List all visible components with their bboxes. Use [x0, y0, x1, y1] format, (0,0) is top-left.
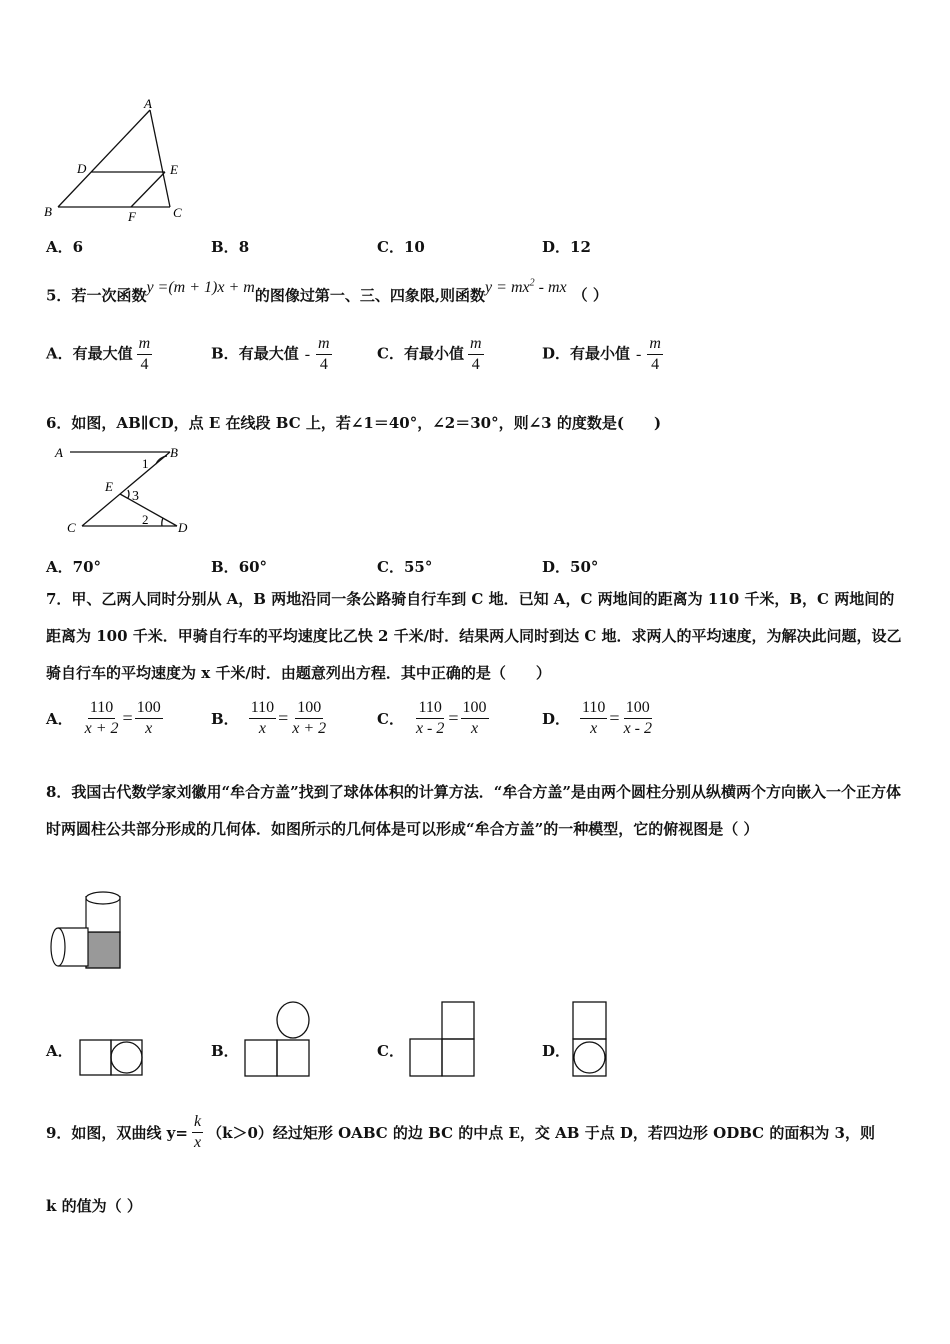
option-letter: B． [211, 1042, 239, 1060]
option-letter: D． [542, 238, 571, 256]
fraction-numerator: 100 [624, 698, 652, 719]
option-letter: D． [542, 710, 571, 728]
fraction-right [135, 698, 163, 739]
q4-option-b[interactable] [211, 236, 249, 257]
equals-sign: = [122, 708, 133, 728]
q5-option-d[interactable] [542, 334, 663, 375]
option-text: 10 [403, 238, 425, 256]
label-D: D [178, 520, 188, 535]
q8-stem: 8．我国古代数学家刘徽用“牟合方盖”找到了球体体积的计算方法．“牟合方盖”是由两个圆柱分别从纵横两个方向嵌入一个正方体时两圆柱公共部分形成的几何体．如图所示的几何体是可以形成“牟合方盖”的一种模型，它的俯视图是（ ） [46, 783, 901, 838]
option-letter: A． [46, 1042, 73, 1060]
option-sign: - [636, 345, 642, 363]
q8-option-d-figure[interactable] [571, 1000, 609, 1080]
option-letter: C． [377, 558, 404, 576]
q4-option-a[interactable] [46, 236, 83, 257]
option-letter: C． [377, 238, 404, 256]
fraction-right [622, 698, 654, 739]
label-E: E [105, 479, 113, 494]
q7-option-d[interactable] [542, 698, 654, 739]
option-text: 有最大值 [238, 344, 299, 363]
fraction-numerator: 110 [249, 698, 276, 719]
option-text: 6 [72, 238, 84, 256]
fraction-numerator: m [647, 334, 663, 355]
option-letter: D． [542, 558, 571, 576]
fraction-denominator: x [193, 1134, 202, 1151]
option-text: 50° [570, 558, 599, 576]
fraction-denominator: x - 2 [623, 720, 653, 737]
fraction-numerator: m [137, 334, 153, 355]
fraction-numerator: 110 [88, 698, 115, 719]
label-E: E [170, 162, 178, 177]
fraction-numerator: 110 [416, 698, 443, 719]
option-fraction [316, 334, 332, 375]
fraction-left [83, 698, 121, 739]
option-letter: B． [211, 344, 239, 363]
q6-option-a[interactable] [46, 556, 101, 577]
option-fraction [137, 334, 153, 375]
q5-text-post: （ ） [572, 286, 608, 305]
label-D: D [77, 161, 87, 176]
option-letter: A． [46, 558, 73, 576]
option-fraction [468, 334, 484, 375]
fraction-denominator: x + 2 [84, 720, 119, 737]
fraction-denominator: 4 [319, 356, 328, 373]
label-B: B [170, 445, 178, 460]
q4-option-c[interactable] [377, 236, 425, 257]
q5-number: 5． [46, 286, 72, 305]
option-text: 55° [403, 558, 433, 576]
option-letter: B． [211, 558, 239, 576]
q5-option-c[interactable] [377, 334, 484, 375]
label-F: F [128, 209, 136, 224]
fraction-right [461, 698, 489, 739]
equals-sign: = [278, 708, 289, 728]
fraction-denominator: x + 2 [292, 720, 327, 737]
fraction-numerator: m [468, 334, 484, 355]
option-letter: A． [46, 344, 73, 363]
q9-stem-line2: k 的值为（ ） [46, 1197, 142, 1215]
fraction-right [290, 698, 328, 739]
q6-option-d[interactable] [542, 556, 598, 577]
option-text: 有最小值 [570, 344, 631, 363]
fraction-numerator: m [316, 334, 332, 355]
option-letter: C． [377, 1042, 404, 1060]
q9-text-post: （k＞0）经过矩形 OABC 的边 BC 的中点 E，交 AB 于点 D，若四边形 ODBC 的面积为 3，则 [207, 1123, 875, 1142]
angle-3-label: 3 [132, 489, 139, 504]
q9-text-pre: 9．如图，双曲线 y= [46, 1123, 188, 1142]
fraction-numerator: 100 [295, 698, 323, 719]
equals-sign: = [448, 708, 459, 728]
q7-option-b[interactable] [211, 698, 328, 739]
q5-stem [46, 278, 608, 306]
q6-option-c[interactable] [377, 556, 432, 577]
q6-stem: 6．如图，AB∥CD，点 E 在线段 BC 上，若∠1＝40°，∠2＝30°，则∠3 的度数是( ) [46, 414, 662, 432]
q8-option-d[interactable] [542, 1040, 570, 1061]
q8-option-a-figure[interactable] [78, 1038, 144, 1078]
option-letter: B． [211, 710, 239, 728]
fraction-numerator: k [192, 1112, 203, 1133]
q5-quad-exponent: 2 [529, 278, 535, 289]
q5-option-b[interactable] [211, 334, 332, 375]
option-text: 有最小值 [403, 344, 464, 363]
q5-quad-part-a: y = mx [485, 279, 530, 297]
fraction-denominator: 4 [471, 356, 480, 373]
fraction-numerator: 100 [461, 698, 489, 719]
label-A: A [55, 445, 63, 460]
option-text: 60° [238, 558, 268, 576]
fraction-denominator: x - 2 [415, 720, 445, 737]
fraction-denominator: 4 [651, 356, 660, 373]
q9-fraction [192, 1112, 203, 1153]
q7-stem: 7．甲、乙两人同时分别从 A，B 两地沿同一条公路骑自行车到 C 地．已知 A，C 两地间的距离为 110 千米，B，C 两地间的距离为 100 千米．甲骑自行车的平均速度比乙快 2 千米/时．结果两人同时到达 C 地．求两人的平均速度，为解决此问题，设乙骑自行车的平均速度为 x 千米/时．由题意列出方程．其中正确的是（ ） [46, 590, 902, 682]
q5-linear-function: y =(m + 1)x + m [146, 279, 255, 297]
fraction-denominator: 4 [140, 356, 149, 373]
q4-option-d[interactable] [542, 236, 591, 257]
fraction-left [414, 698, 446, 739]
label-B: B [44, 204, 52, 219]
option-letter: D． [542, 344, 571, 363]
fraction-denominator: x [590, 720, 598, 737]
q5-quad-part-b: - mx [534, 279, 567, 297]
q5-quadratic-function [485, 279, 567, 296]
option-letter: A． [46, 710, 73, 728]
fraction-numerator: 110 [580, 698, 607, 719]
fraction-denominator: x [145, 720, 153, 737]
option-letter: C． [377, 344, 404, 363]
option-sign: - [304, 345, 311, 363]
angle-1-label: 1 [142, 456, 149, 471]
option-fraction [647, 334, 663, 375]
option-text: 70° [72, 558, 102, 576]
q8-option-b[interactable] [211, 1040, 239, 1061]
angle-2-label: 2 [142, 512, 149, 527]
equals-sign: = [609, 708, 620, 728]
q5-option-a[interactable] [46, 334, 152, 375]
option-letter: A． [46, 238, 73, 256]
option-letter: B． [211, 238, 239, 256]
q8-option-c[interactable] [377, 1040, 404, 1061]
label-A: A [144, 96, 152, 111]
solid-model-figure [46, 888, 126, 973]
q5-text-mid: 的图像过第一、三、四象限,则函数 [254, 286, 486, 305]
q8-option-c-figure[interactable] [407, 1000, 477, 1080]
parallel-lines-figure [52, 440, 202, 540]
q8-option-b-figure[interactable] [243, 1000, 311, 1080]
option-letter: D． [542, 1042, 571, 1060]
fraction-left [580, 698, 607, 739]
fraction-numerator: 100 [135, 698, 163, 719]
fraction-denominator: x [470, 720, 479, 737]
option-letter: C． [377, 710, 404, 728]
q7-option-c[interactable] [377, 698, 489, 739]
label-C: C [173, 205, 182, 220]
option-text: 12 [570, 238, 591, 256]
q5-text-pre: 若一次函数 [71, 286, 147, 305]
q9-stem [46, 1112, 875, 1153]
fraction-left [249, 698, 276, 739]
fraction-denominator: x [258, 720, 266, 737]
option-text: 有最大值 [72, 344, 133, 363]
triangle-figure [40, 95, 200, 225]
q6-option-b[interactable] [211, 556, 267, 577]
q7-option-a[interactable] [46, 698, 163, 739]
option-text: 8 [238, 238, 250, 256]
label-C: C [67, 520, 76, 535]
q8-option-a[interactable] [46, 1040, 73, 1061]
